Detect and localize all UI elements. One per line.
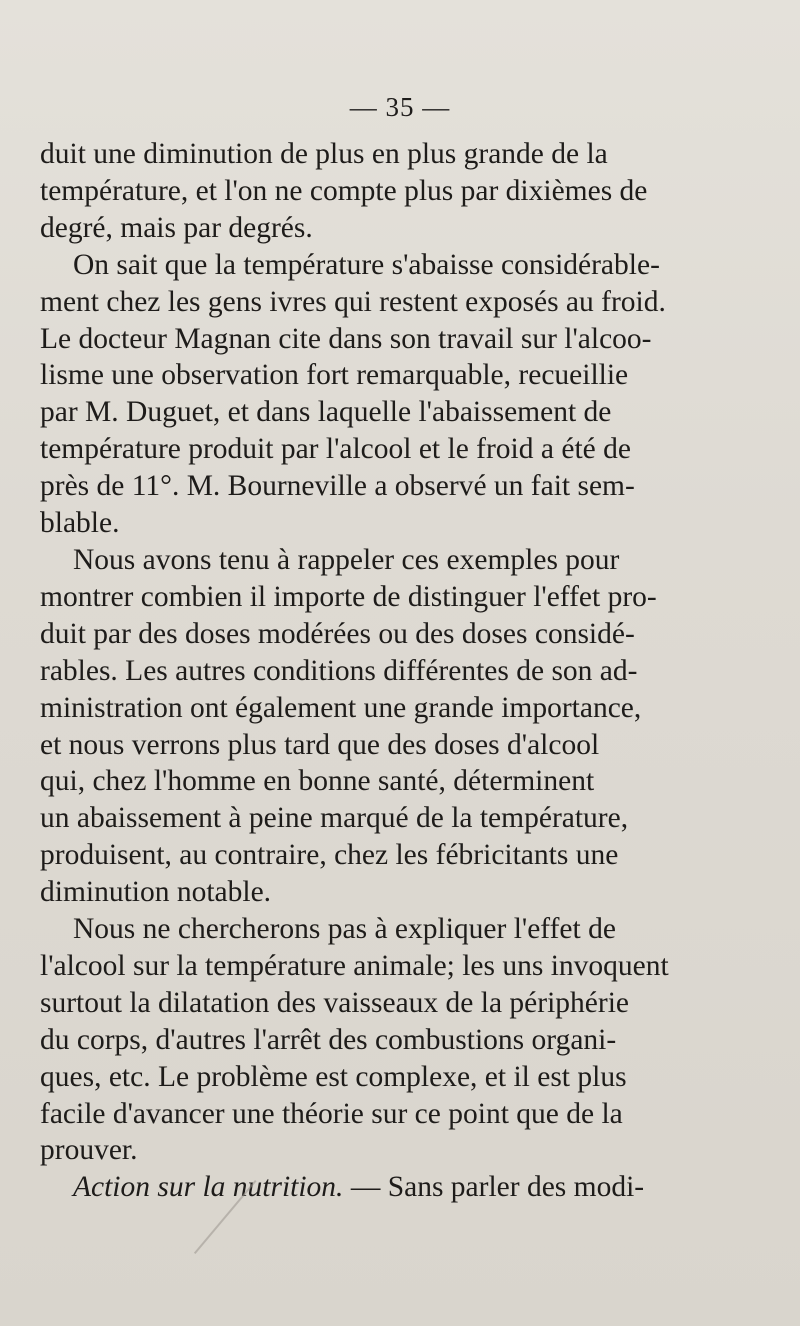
text-line: Nous avons tenu à rappeler ces exemples pour: [73, 543, 620, 576]
paragraph-5: [40, 1169, 755, 1206]
text-line: duit par des doses modérées ou des doses considé-: [40, 617, 635, 650]
text-line: diminution notable.: [40, 876, 272, 909]
text-line: température, et l'on ne compte plus par dixièmes de: [40, 174, 648, 207]
text-line: [40, 1169, 755, 1206]
text-line: par M. Duguet, et dans laquelle l'abaissement de: [40, 396, 612, 429]
text-line: On sait que la température s'abaisse considérable-: [73, 248, 660, 281]
text-line: degré, mais par degrés.: [40, 211, 313, 244]
paragraph-3: [40, 542, 755, 911]
page-number: — 35 —: [349, 92, 451, 122]
text-line: duit une diminution de plus en plus grande de la: [40, 138, 608, 170]
text-line: Nous ne chercherons pas à expliquer l'effet de: [73, 913, 616, 946]
text-line: facile d'avancer une théorie sur ce point que de la: [40, 1097, 623, 1130]
text-line: blable.: [40, 507, 120, 540]
text-line: l'alcool sur la température animale; les uns invoquent: [40, 949, 669, 982]
text-line: ministration ont également une grande importance,: [40, 691, 642, 724]
text-line: surtout la dilatation des vaisseaux de la périphérie: [40, 986, 629, 1019]
section-text: — Sans parler des modi-: [343, 1171, 645, 1204]
section-heading: Action sur la nutrition.: [73, 1171, 344, 1204]
text-line: près de 11°. M. Bourneville a observé un fait sem-: [40, 470, 635, 503]
text-line: du corps, d'autres l'arrêt des combustions organi-: [40, 1023, 617, 1056]
text-line: température produit par l'alcool et le froid a été de: [40, 433, 631, 466]
text-line: Le docteur Magnan cite dans son travail sur l'alcoo-: [40, 322, 652, 355]
text-line: qui, chez l'homme en bonne santé, déterminent: [40, 765, 595, 798]
text-line: prouver.: [40, 1134, 138, 1167]
paragraph-4: [40, 911, 755, 1169]
text-line: montrer combien il importe de distinguer l'effet pro-: [40, 580, 657, 613]
text-line: et nous verrons plus tard que des doses d'alcool: [40, 728, 600, 761]
paragraph-1: [40, 136, 755, 247]
text-line: rables. Les autres conditions différentes de son ad-: [40, 654, 638, 687]
paragraph-2: [40, 247, 755, 542]
text-line: produisent, au contraire, chez les fébricitants une: [40, 839, 619, 872]
text-line: lisme une observation fort remarquable, recueillie: [40, 359, 629, 392]
text-line: un abaissement à peine marqué de la température,: [40, 802, 629, 835]
text-line: ment chez les gens ivres qui restent exposés au froid.: [40, 285, 666, 318]
text-line: ques, etc. Le problème est complexe, et il est plus: [40, 1060, 627, 1093]
body-text: [40, 136, 755, 1206]
